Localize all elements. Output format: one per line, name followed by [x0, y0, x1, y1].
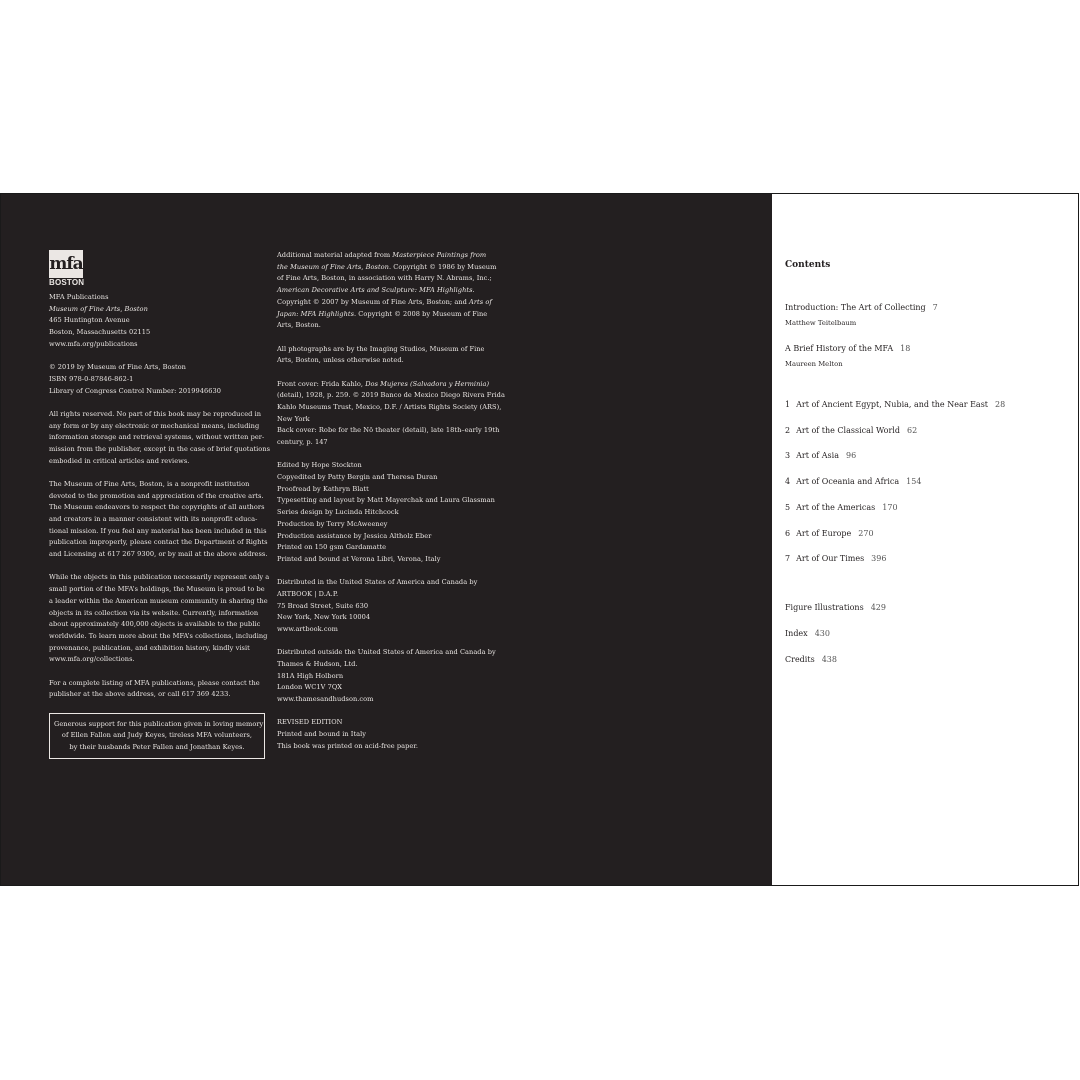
credit-line: Typesetting and layout by Matt Mayerchak and Laura Glassman: [277, 496, 495, 505]
support-line: Generous support for this publication given in loving memory: [54, 719, 264, 728]
toc-page-number: 170: [882, 503, 898, 512]
toc-back-matter[interactable]: [785, 655, 837, 664]
paragraph-line: publisher at the above address, or call 617 369 4233.: [49, 690, 231, 699]
credit-line: Copyedited by Patty Bergin and Theresa Duran: [277, 473, 438, 482]
text-run: . Copyright © 2008 by Museum of Fine: [354, 309, 488, 318]
toc-chapter[interactable]: [785, 400, 1005, 409]
text-run: Additional material adapted from: [277, 251, 393, 259]
publisher-line: Boston, Massachusetts 02115: [49, 328, 151, 337]
text-run: Back cover: Robe for the Nō theater (detail), late 18th–early 19th: [277, 426, 500, 435]
toc-page-number: 18: [900, 344, 911, 353]
toc-entry-title: Index: [785, 629, 808, 638]
toc-chapter[interactable]: [785, 451, 856, 460]
book-title-run: Arts of: [469, 297, 492, 306]
text-run: Arts, Boston.: [277, 321, 321, 330]
paragraph-line: publication improperly, please contact the Department of Rights: [49, 538, 268, 547]
credit-line: Production by Terry McAweeney: [277, 519, 388, 528]
text-run: . Copyright © 1986 by Museum: [388, 262, 497, 271]
paragraph-line: and Licensing at 617 267 9300, or by mail at the above address.: [49, 550, 268, 559]
chapter-number: 4: [785, 477, 791, 486]
toc-entry-title: Art of the Americas: [796, 503, 876, 512]
copyright-column-right: [277, 250, 509, 764]
credit-line: Printed on 150 gsm Gardamatte: [277, 543, 387, 552]
paragraph-line: Arts, Boston, unless otherwise noted.: [277, 356, 404, 365]
toc-page-number: 270: [858, 529, 874, 538]
credit-line: Production assistance by Jessica Altholz Eber: [277, 531, 432, 540]
copyright-block: [49, 362, 269, 397]
distribution-line: ARTBOOK | D.A.P.: [277, 589, 339, 598]
distribution-us: [277, 577, 509, 636]
distribution-line: www.artbook.com: [277, 625, 338, 634]
toc-chapter[interactable]: [785, 503, 898, 512]
distribution-line: London WC1V 7QX: [277, 683, 343, 692]
toc-page-number: 438: [821, 655, 837, 664]
book-title-run: American Decorative Arts and Sculpture: MFA Highlights: [277, 286, 473, 295]
edition-block: [277, 717, 509, 752]
paragraph-line: about approximately 400,000 objects is available to the public: [49, 620, 261, 629]
paragraph-line: www.mfa.org/collections.: [49, 655, 135, 664]
photos-paragraph: [277, 344, 509, 367]
contents-title: Contents: [785, 260, 831, 270]
text-run: .: [472, 286, 475, 295]
toc-page-number: 396: [871, 554, 887, 563]
publisher-line: www.mfa.org/publications: [49, 339, 138, 348]
toc-entry-title: Introduction: The Art of Collecting: [785, 303, 926, 312]
edition-line: Printed and bound in Italy: [277, 730, 367, 739]
toc-entry-title: Credits: [785, 655, 815, 664]
copyright-page: [1, 194, 772, 885]
book-title-run: Masterpiece Paintings from: [392, 251, 487, 259]
toc-back-matter[interactable]: [785, 603, 886, 612]
toc-page-number: 429: [870, 603, 886, 612]
chapter-number: 7: [785, 554, 791, 563]
text-run: century, p. 147: [277, 438, 328, 447]
chapter-number: 6: [785, 529, 791, 538]
toc-chapter[interactable]: [785, 426, 917, 435]
distribution-line: Distributed in the United States of America and Canada by: [277, 578, 478, 587]
distribution-line: New York, New York 10004: [277, 613, 371, 622]
support-acknowledgement-box: [49, 713, 265, 759]
production-credits: [277, 460, 509, 565]
publisher-line: Museum of Fine Arts, Boston: [49, 304, 148, 313]
contents-page: [772, 194, 1078, 885]
copyright-line: © 2019 by Museum of Fine Arts, Boston: [49, 363, 186, 372]
chapter-number: 1: [785, 400, 791, 409]
book-spread: [0, 193, 1079, 886]
paragraph-line: embodied in critical articles and reviews.: [49, 456, 190, 465]
paragraph-line: provenance, publication, and exhibition history, kindly visit: [49, 643, 250, 652]
copyright-line: Library of Congress Control Number: 2019946630: [49, 386, 222, 395]
holdings-paragraph: [49, 572, 269, 666]
text-run: New York: [277, 414, 310, 423]
paragraph-line: While the objects in this publication necessarily represent only a: [49, 573, 270, 582]
mission-paragraph: [49, 479, 269, 561]
distribution-line: www.thamesandhudson.com: [277, 695, 374, 704]
copyright-column-left: [49, 250, 269, 759]
toc-page-number: 62: [907, 426, 918, 435]
chapter-number: 5: [785, 503, 791, 512]
text-run: Kahlo Museums Trust, Mexico, D.F. / Artists Rights Society (ARS),: [277, 402, 502, 411]
toc-entry-title: Art of Europe: [796, 529, 852, 538]
distribution-line: 181A High Holborn: [277, 671, 344, 680]
toc-author: Matthew Teitelbaum: [785, 319, 857, 327]
mfa-boston-logo: [49, 250, 83, 288]
distribution-line: Thames & Hudson, Ltd.: [277, 660, 358, 669]
mfa-logo-word: BOSTON: [49, 278, 85, 287]
toc-chapter[interactable]: [785, 529, 874, 538]
chapter-number: 2: [785, 426, 791, 435]
publisher-line: MFA Publications: [49, 293, 109, 301]
distribution-line: 75 Broad Street, Suite 630: [277, 601, 369, 610]
toc-entry-title: Art of the Classical World: [796, 426, 900, 435]
text-run: of Fine Arts, Boston, in association with Harry N. Abrams, Inc.;: [277, 274, 492, 283]
book-title-run: the Museum of Fine Arts, Boston: [277, 262, 389, 271]
paragraph-line: All photographs are by the Imaging Studios, Museum of Fine: [277, 344, 485, 353]
toc-page-number: 7: [932, 303, 938, 312]
support-line: of Ellen Fallon and Judy Keyes, tireless MFA volunteers,: [61, 731, 253, 740]
artwork-title-run: Dos Mujeres (Salvadora y Herminia): [365, 379, 490, 388]
paragraph-line: The Museum of Fine Arts, Boston, is a nonprofit institution: [49, 479, 250, 488]
toc-entry-title: Art of Ancient Egypt, Nubia, and the Near East: [796, 400, 989, 409]
credit-line: Edited by Hope Stockton: [277, 461, 362, 470]
publisher-line: 465 Huntington Avenue: [49, 316, 130, 325]
paragraph-line: and creators in a manner consistent with its nonprofit educa-: [49, 515, 258, 524]
chapter-number: 3: [785, 451, 791, 460]
toc-entry-title: Art of Oceania and Africa: [796, 477, 900, 486]
text-run: Front cover: Frida Kahlo,: [277, 379, 366, 388]
paragraph-line: tional mission. If you feel any material has been included in this: [49, 526, 267, 535]
mfa-logo-mark: mfa: [49, 250, 83, 278]
paragraph-line: The Museum endeavors to respect the copyrights of all authors: [49, 503, 265, 512]
paragraph-line: All rights reserved. No part of this book may be reproduced in: [49, 409, 262, 418]
text-run: (detail), 1928, p. 259. © 2019 Banco de Mexico Diego Rivera Frida: [277, 391, 505, 400]
text-run: Copyright © 2007 by Museum of Fine Arts, Boston; and: [277, 297, 470, 306]
credit-line: Printed and bound at Verona Libri, Verona, Italy: [277, 554, 441, 563]
toc-page-number: 28: [995, 400, 1006, 409]
toc-entry-title: A Brief History of the MFA: [785, 344, 894, 353]
toc-entry[interactable]: [785, 344, 910, 353]
toc-back-matter[interactable]: [785, 629, 830, 638]
support-line: by their husbands Peter Fallen and Jonathan Keyes.: [69, 743, 245, 752]
rights-paragraph: [49, 409, 269, 468]
edition-line: This book was printed on acid-free paper.: [277, 741, 418, 750]
distribution-line: Distributed outside the United States of America and Canada by: [277, 648, 496, 657]
cover-credits-paragraph: [277, 379, 509, 449]
paragraph-line: devoted to the promotion and appreciation of the creative arts.: [49, 491, 264, 500]
distribution-outside: [277, 647, 509, 706]
paragraph-line: objects in its collection via its website. Currently, information: [49, 608, 259, 617]
paragraph-line: any form or by any electronic or mechanical means, including: [49, 421, 260, 430]
listing-paragraph: [49, 678, 269, 701]
toc-author: Maureen Melton: [785, 360, 843, 368]
paragraph-line: information storage and retrieval systems, without written per-: [49, 433, 265, 442]
book-title-run: Japan: MFA Highlights: [277, 309, 354, 318]
paragraph-line: worldwide. To learn more about the MFA’s collections, including: [49, 631, 268, 640]
toc-entry-title: Art of Asia: [796, 451, 839, 460]
paragraph-line: small portion of the MFA’s holdings, the Museum is proud to be: [49, 585, 265, 594]
toc-page-number: 430: [814, 629, 830, 638]
toc-page-number: 154: [906, 477, 922, 486]
toc-chapter[interactable]: [785, 477, 921, 486]
paragraph-line: mission from the publisher, except in the case of brief quotations: [49, 444, 271, 453]
toc-chapter[interactable]: [785, 554, 886, 563]
toc-entry-title: Figure Illustrations: [785, 603, 864, 612]
toc-entry-title: Art of Our Times: [796, 554, 865, 563]
publisher-block: [49, 292, 269, 351]
copyright-line: ISBN 978-0-87846-862-1: [49, 374, 134, 383]
credit-line: Proofread by Kathryn Blatt: [277, 484, 369, 493]
paragraph-line: For a complete listing of MFA publications, please contact the: [49, 678, 260, 687]
toc-entry[interactable]: [785, 303, 938, 312]
adapted-material-paragraph: [277, 250, 509, 332]
paragraph-line: a leader within the American museum community in sharing the: [49, 596, 268, 605]
toc-page-number: 96: [845, 451, 857, 460]
edition-line: REVISED EDITION: [277, 718, 343, 727]
credit-line: Series design by Lucinda Hitchcock: [277, 508, 399, 517]
